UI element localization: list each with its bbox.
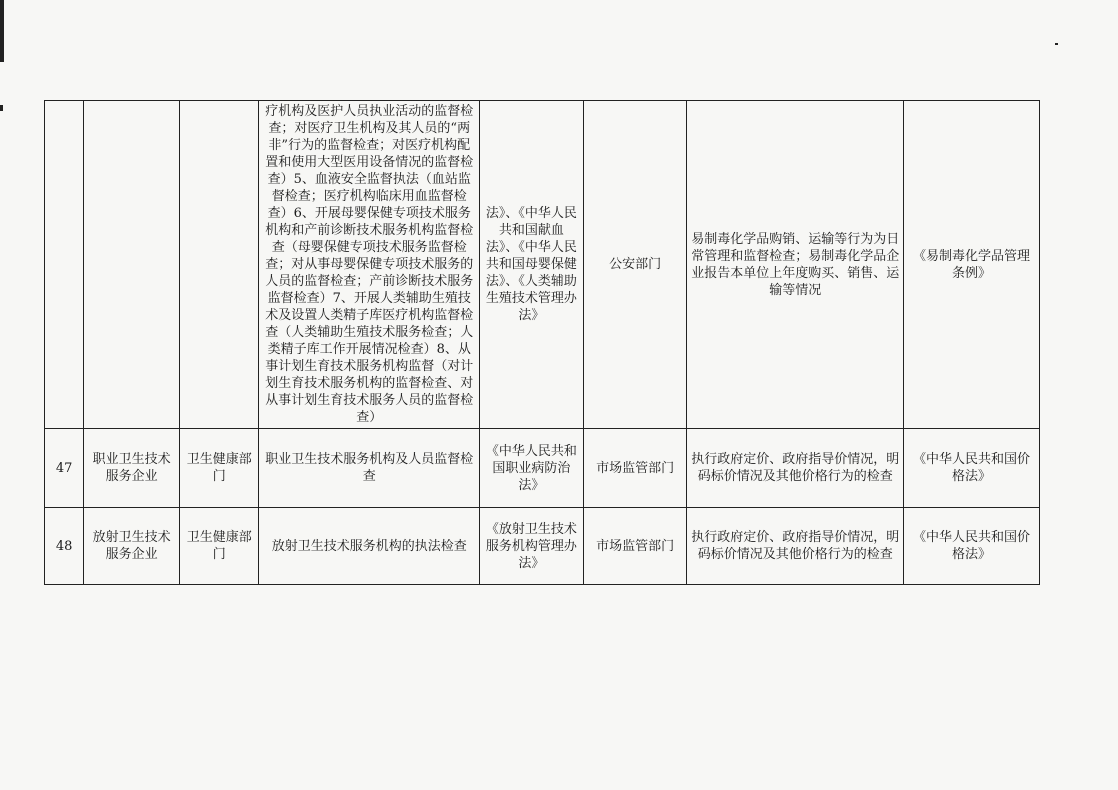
row-number-cell: 47 <box>45 429 84 508</box>
scan-edge-mark <box>0 0 4 62</box>
inspection-content-cell: 疗机构及医护人员执业活动的监督检查；对医疗卫生机构及其人员的“两非”行为的监督检查；对医疗机构配置和使用大型医用设备情况的监督检查）5、血液安全监督执法（血站监督检查；医疗机构临床用血监督检查）6、开展母婴保健专项技术服务机构和产前诊断技术服务机构监督检查（母婴保健专项技术服务监督检查；对从事母婴保健专项技术服务的人员的监督检查；产前诊断技术服务监督检查）7、开展人类辅助生殖技术及设置人类精子库医疗机构监督检查（人类辅助生殖技术服务检查；人类精子库工作开展情况检查）8、从事计划生育技术服务机构监督（对计划生育技术服务机构的监督检查、对从事计划生育技术服务人员的监督检查） <box>259 101 480 429</box>
department-cell: 市场监管部门 <box>583 429 687 508</box>
department-cell <box>179 101 259 429</box>
department-cell: 市场监管部门 <box>583 508 687 585</box>
scan-speck <box>1055 43 1058 45</box>
inspection-content-cell: 职业卫生技术服务机构及人员监督检查 <box>259 429 480 508</box>
legal-basis-cell: 《中华人民共和国价格法》 <box>903 429 1039 508</box>
table-row <box>45 101 1040 429</box>
department-cell: 公安部门 <box>583 101 687 429</box>
legal-basis-cell: 《放射卫生技术服务机构管理办法》 <box>480 508 584 585</box>
inspection-content-cell: 执行政府定价、政府指导价情况，明码标价情况及其他价格行为的检查 <box>687 508 904 585</box>
row-number-cell: 48 <box>45 508 84 585</box>
department-cell: 卫生健康部门 <box>179 429 259 508</box>
entity-name-cell <box>84 101 180 429</box>
entity-name-cell: 职业卫生技术服务企业 <box>84 429 180 508</box>
legal-basis-cell: 法》、《中华人民共和国献血法》、《中华人民共和国母婴保健法》、《人类辅助生殖技术管理办法》 <box>480 101 584 429</box>
department-cell: 卫生健康部门 <box>179 508 259 585</box>
table-row <box>45 508 1040 585</box>
legal-basis-cell: 《中华人民共和国价格法》 <box>903 508 1039 585</box>
inspection-content-cell: 执行政府定价、政府指导价情况，明码标价情况及其他价格行为的检查 <box>687 429 904 508</box>
entity-name-cell: 放射卫生技术服务企业 <box>84 508 180 585</box>
legal-basis-cell: 《中华人民共和国职业病防治法》 <box>480 429 584 508</box>
inspection-content-cell: 放射卫生技术服务机构的执法检查 <box>259 508 480 585</box>
row-number-cell <box>45 101 84 429</box>
legal-basis-cell: 《易制毒化学品管理条例》 <box>903 101 1039 429</box>
scan-edge-mark <box>0 105 3 111</box>
table-row <box>45 429 1040 508</box>
regulation-table <box>44 100 1040 585</box>
inspection-content-cell: 易制毒化学品购销、运输等行为为日常管理和监督检查；易制毒化学品企业报告本单位上年度购买、销售、运输等情况 <box>687 101 904 429</box>
